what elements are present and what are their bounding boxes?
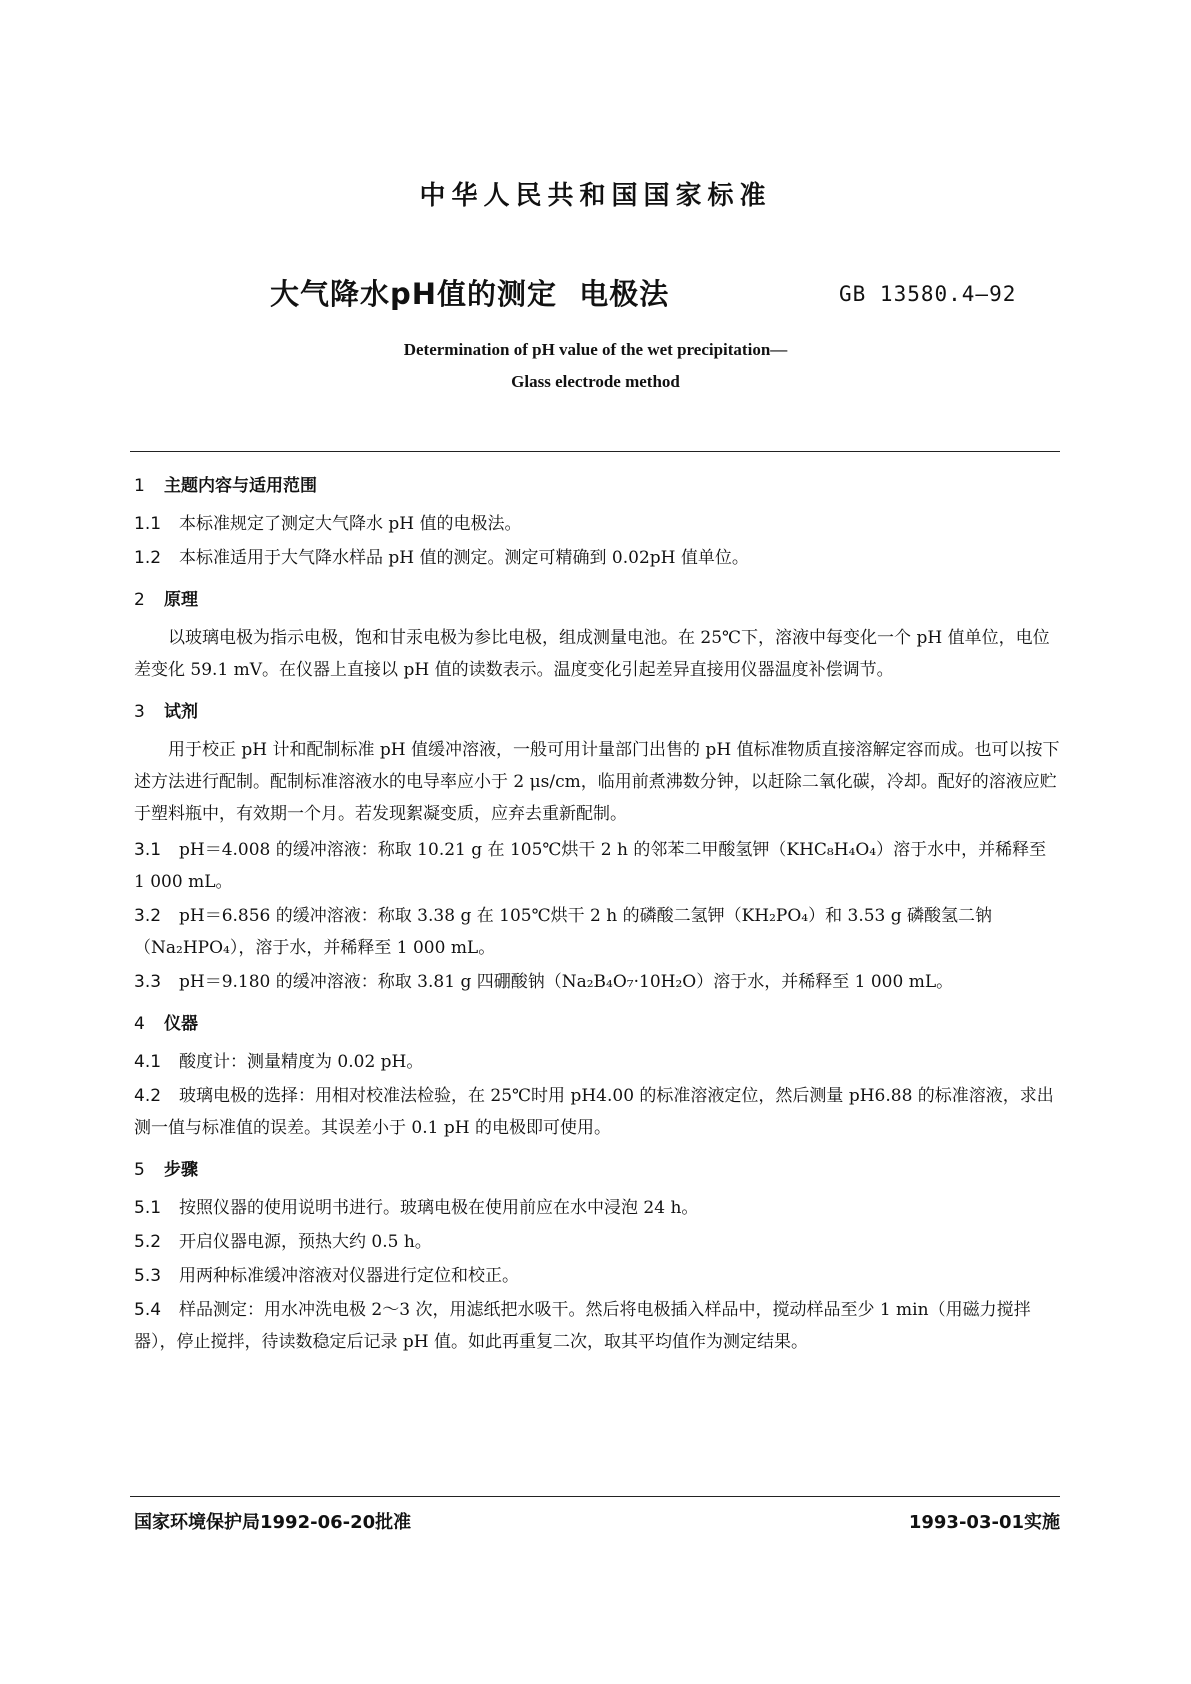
- approval-date: 国家环境保护局1992-06-20批准: [134, 1512, 412, 1533]
- clause-4-2: [134, 1080, 1060, 1144]
- section-number: 5: [134, 1160, 145, 1180]
- standard-code: GB 13580.4—92: [839, 282, 1017, 306]
- top-divider: [130, 451, 1060, 452]
- reagents-paragraph: 用于校正 pH 计和配制标准 pH 值缓冲溶液，一般可用计量部门出售的 pH 值标准物质直接溶解定容而成。也可以按下述方法进行配制。配制标准溶液水的电导率应小于 2 μs/cm，临用前煮沸数分钟，以赶除二氧化碳，冷却。配好的溶液应贮于塑料瓶中，有效期一个月。若发现絮凝变质，应弃去重新配制。: [134, 740, 1060, 824]
- standard-title-cn: 大气降水pH值的测定 电极法: [270, 277, 670, 311]
- section-title: 步骤: [164, 1160, 198, 1180]
- footer: [130, 1508, 1060, 1540]
- clause-5-4: [134, 1294, 1060, 1358]
- bottom-divider: [130, 1496, 1060, 1497]
- clause-5-1: [134, 1192, 1060, 1224]
- clause-text: pH＝4.008 的缓冲溶液：称取 10.21 g 在 105℃烘干 2 h 的邻苯二甲酸氢钾（KHC₈H₄O₄）溶于水中，并稀释至 1 000 mL。: [134, 840, 1047, 892]
- clause-1-2: [134, 542, 1060, 574]
- clause-number: 5.4: [134, 1300, 162, 1320]
- clause-text: 样品测定：用水冲洗电极 2～3 次，用滤纸把水吸干。然后将电极插入样品中，搅动样品至少 1 min（用磁力搅拌器），停止搅拌，待读数稳定后记录 pH 值。如此再重复二次，取其平均值作为测定结果。: [134, 1300, 1031, 1352]
- clause-3-2: [134, 900, 1060, 964]
- section-number: 1: [134, 476, 145, 496]
- section-title: 主题内容与适用范围: [164, 476, 317, 496]
- clause-3-1: [134, 834, 1060, 898]
- section-title: 原理: [164, 590, 198, 610]
- section-number: 3: [134, 702, 145, 722]
- document-body: [134, 470, 1060, 1360]
- clause-number: 5.3: [134, 1266, 162, 1286]
- clause-number: 5.1: [134, 1198, 162, 1218]
- clause-number: 4.2: [134, 1086, 162, 1106]
- clause-text: 用两种标准缓冲溶液对仪器进行定位和校正。: [179, 1266, 519, 1286]
- clause-number: 3.2: [134, 906, 162, 926]
- clause-3-3: [134, 966, 1060, 998]
- national-standard-header: 中华人民共和国国家标准: [419, 181, 772, 211]
- section-title: 仪器: [164, 1014, 198, 1034]
- section-3-heading: [134, 696, 1060, 728]
- section-title: 试剂: [164, 702, 198, 722]
- clause-number: 3.3: [134, 972, 162, 992]
- clause-text: pH＝6.856 的缓冲溶液：称取 3.38 g 在 105℃烘干 2 h 的磷酸二氢钾（KH₂PO₄）和 3.53 g 磷酸氢二钠（Na₂HPO₄），溶于水，并稀释至 1 000 mL。: [134, 906, 993, 958]
- section-4-heading: [134, 1008, 1060, 1040]
- standard-title-en-line1: Determination of pH value of the wet precipitation—: [403, 340, 788, 359]
- clause-text: 酸度计：测量精度为 0.02 pH。: [179, 1052, 424, 1072]
- clause-text: 玻璃电极的选择：用相对校准法检验，在 25℃时用 pH4.00 的标准溶液定位，然后测量 pH6.88 的标准溶液，求出测一值与标准值的误差。其误差小于 0.1 pH 的电极即可使用。: [134, 1086, 1054, 1138]
- clause-text: 开启仪器电源，预热大约 0.5 h。: [179, 1232, 432, 1252]
- clause-text: pH＝9.180 的缓冲溶液：称取 3.81 g 四硼酸钠（Na₂B₄O₇·10H₂O）溶于水，并稀释至 1 000 mL。: [179, 972, 954, 992]
- section-1-heading: [134, 470, 1060, 502]
- clause-number: 4.1: [134, 1052, 162, 1072]
- clause-number: 3.1: [134, 840, 162, 860]
- clause-number: 1.2: [134, 548, 162, 568]
- clause-text: 本标准规定了测定大气降水 pH 值的电极法。: [179, 514, 522, 534]
- clause-number: 1.1: [134, 514, 162, 534]
- clause-1-1: [134, 508, 1060, 540]
- clause-number: 5.2: [134, 1232, 162, 1252]
- section-2-heading: [134, 584, 1060, 616]
- section-5-heading: [134, 1154, 1060, 1186]
- clause-text: 按照仪器的使用说明书进行。玻璃电极在使用前应在水中浸泡 24 h。: [179, 1198, 699, 1218]
- clause-text: 本标准适用于大气降水样品 pH 值的测定。测定可精确到 0.02pH 值单位。: [179, 548, 749, 568]
- standard-title-en-line2: Glass electrode method: [511, 372, 680, 391]
- clause-4-1: [134, 1046, 1060, 1078]
- principle-paragraph: 以玻璃电极为指示电极，饱和甘汞电极为参比电极，组成测量电池。在 25℃下，溶液中每变化一个 pH 值单位，电位差变化 59.1 mV。在仪器上直接以 pH 值的读数表示。温度变化引起差异直接用仪器温度补偿调节。: [134, 628, 1050, 680]
- section-number: 2: [134, 590, 145, 610]
- implementation-date: 1993-03-01实施: [908, 1512, 1060, 1533]
- clause-5-2: [134, 1226, 1060, 1258]
- section-number: 4: [134, 1014, 145, 1034]
- title-row: [0, 272, 1191, 312]
- clause-5-3: [134, 1260, 1060, 1292]
